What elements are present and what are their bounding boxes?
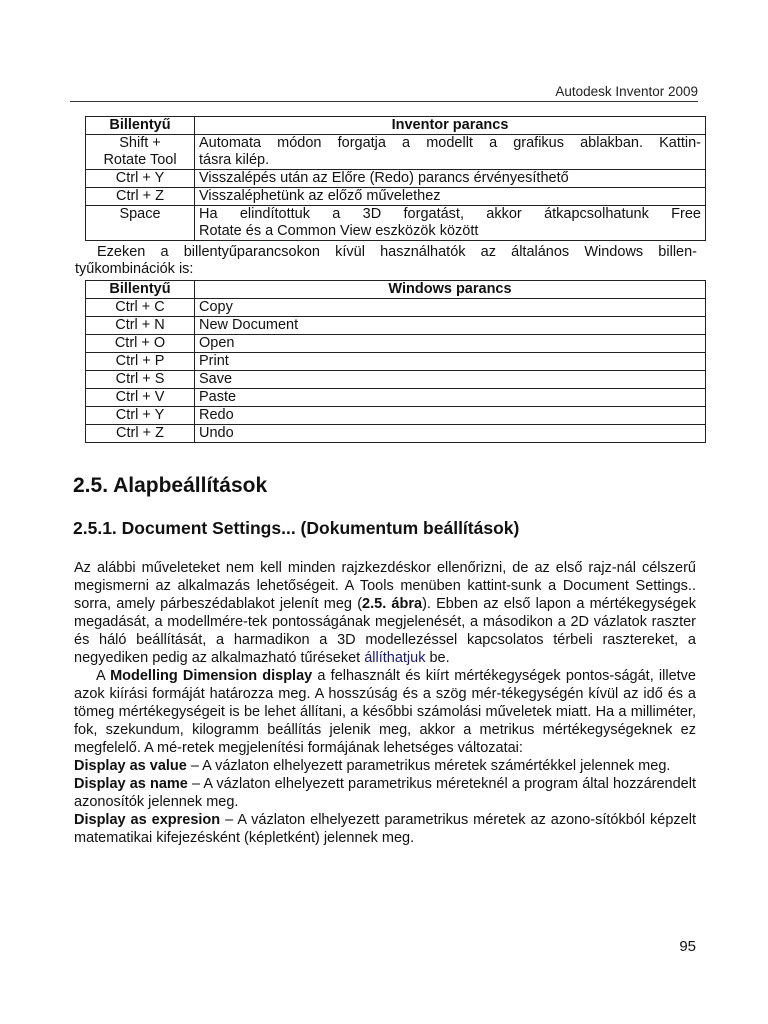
command-description-cell <box>195 206 706 241</box>
command-cell: Paste <box>195 389 706 407</box>
command-cell: Undo <box>195 425 706 443</box>
table-row <box>86 206 706 241</box>
term-bold: Modelling Dimension display <box>110 668 313 684</box>
intro-line: tyűkombinációk is: <box>75 261 194 277</box>
paragraph-text: A <box>96 668 111 684</box>
description-line: tásra kilép. <box>199 152 270 168</box>
command-description-cell: Visszaléphetünk az előző művelethez <box>195 188 706 206</box>
shortcut-key-cell: Ctrl + Y <box>86 407 195 425</box>
term-bold: Display as expresion <box>74 812 221 828</box>
command-description-cell: Visszalépés után az Előre (Redo) parancs érvényesíthető <box>195 170 706 188</box>
column-header-command: Windows parancs <box>195 281 706 299</box>
term-bold: Display as value <box>74 758 187 774</box>
shortcut-key-cell: Ctrl + C <box>86 299 195 317</box>
paragraph-text: ). Ebben az első lapon a mértékegységek megadását, a modellmére-tek pontosságának megjelenését, a másodikon a 2D vázlatok raszter és háló beállítását, a harmadikon a 3D modellezéssel kapcsolatos térbeli rasztereket, a negyediken pedig az alkalmazható tűréseket <box>74 596 696 666</box>
command-description-cell <box>195 135 706 170</box>
table-row <box>86 317 706 335</box>
windows-shortcuts-table <box>85 280 706 443</box>
shortcut-key-cell: Ctrl + Z <box>86 425 195 443</box>
paragraph <box>74 811 696 847</box>
shortcut-key-cell: Ctrl + Z <box>86 188 195 206</box>
intro-line-text: Ezeken a billentyűparancsokon kívül használhatók az általános Windows billen- <box>97 244 697 260</box>
column-header-key: Billentyű <box>86 281 195 299</box>
paragraph-text: – A vázlaton elhelyezett parametrikus méreteknél a program által hozzárendelt azonosítók jelennek meg. <box>74 776 696 810</box>
paragraph <box>74 775 696 811</box>
shortcut-key-line: Shift + <box>119 135 161 151</box>
table-row <box>86 135 706 170</box>
column-header-command: Inventor parancs <box>195 117 706 135</box>
description-line: Rotate és a Common View eszközök között <box>199 223 479 239</box>
description-line: Automata módon forgatja a modellt a grafikus ablakban. Kattin- <box>199 135 701 151</box>
figure-reference: 2.5. ábra <box>362 596 423 612</box>
paragraph-text: Az alábbi műveleteket nem kell minden rajzkezdéskor ellenőrizni, de az első rajz-nál célszerű megismerni az alkalmazás lehetőségeit. A Tools menüben kattint-sunk a Document Settings.. sorra, amely párbeszédablakot jelenít meg ( <box>74 560 696 612</box>
header-divider <box>70 101 698 102</box>
paragraph-text: be. <box>425 650 450 666</box>
shortcut-key-line: Rotate Tool <box>103 152 177 168</box>
table-row <box>86 188 706 206</box>
paragraph <box>74 667 696 757</box>
hyperlink-text[interactable]: állíthatjuk <box>364 650 426 666</box>
shortcut-key-cell: Ctrl + O <box>86 335 195 353</box>
column-header-key: Billentyű <box>86 117 195 135</box>
paragraph-text: a felhasznált és kiírt mértékegységek pontos-ságát, illetve azok kiírási formáját határozza meg. A hosszúság és a szög mér-tékegységén kívül az idő és a tömeg mértékegységeit is be lehet állítani, a későbbi számolási műveletek miatt. Ha a milliméter, fok, szekundum, kilogramm beállítás jelenik meg, akkor a metrikus mértékegységeknek ez megfelelő. A mé-retek megjelenítési formájának lehetséges változatai: <box>74 668 696 756</box>
command-cell: Redo <box>195 407 706 425</box>
table-row <box>86 371 706 389</box>
running-header: Autodesk Inventor 2009 <box>555 84 698 99</box>
table-row <box>86 299 706 317</box>
paragraph-text: – A vázlaton elhelyezett parametrikus méretek számértékkel jelennek meg. <box>186 758 671 774</box>
page-number: 95 <box>679 938 696 955</box>
command-cell: New Document <box>195 317 706 335</box>
shortcut-key-cell: Ctrl + V <box>86 389 195 407</box>
command-cell: Copy <box>195 299 706 317</box>
paragraph <box>74 559 696 667</box>
table-row <box>86 335 706 353</box>
command-cell: Print <box>195 353 706 371</box>
table-row <box>86 353 706 371</box>
subsection-heading: 2.5.1. Document Settings... (Dokumentum beállítások) <box>73 518 520 538</box>
body-text <box>74 559 696 847</box>
table-row <box>86 425 706 443</box>
section-heading: 2.5. Alapbeállítások <box>73 474 268 497</box>
term-bold: Display as name <box>74 776 188 792</box>
command-cell: Save <box>195 371 706 389</box>
shortcut-key-cell: Ctrl + N <box>86 317 195 335</box>
inventor-shortcuts-table <box>85 116 706 241</box>
shortcut-key-cell: Ctrl + P <box>86 353 195 371</box>
table-row <box>86 389 706 407</box>
description-line: Ha elindítottuk a 3D forgatást, akkor átkapcsolhatunk Free <box>199 206 701 222</box>
shortcut-key-cell: Ctrl + S <box>86 371 195 389</box>
table-header-row <box>86 281 706 299</box>
table-row <box>86 407 706 425</box>
command-cell: Open <box>195 335 706 353</box>
intro-line <box>75 244 697 261</box>
shortcut-key-cell: Space <box>86 206 195 241</box>
shortcut-key-cell <box>86 135 195 170</box>
table-header-row <box>86 117 706 135</box>
table-row <box>86 170 706 188</box>
paragraph <box>74 757 696 775</box>
windows-shortcuts-intro <box>75 244 697 278</box>
shortcut-key-cell: Ctrl + Y <box>86 170 195 188</box>
paragraph-text: – A vázlaton elhelyezett parametrikus méretek az azono-sítókból képzelt matematikai kifejezésként (képletként) jelennek meg. <box>74 812 696 846</box>
